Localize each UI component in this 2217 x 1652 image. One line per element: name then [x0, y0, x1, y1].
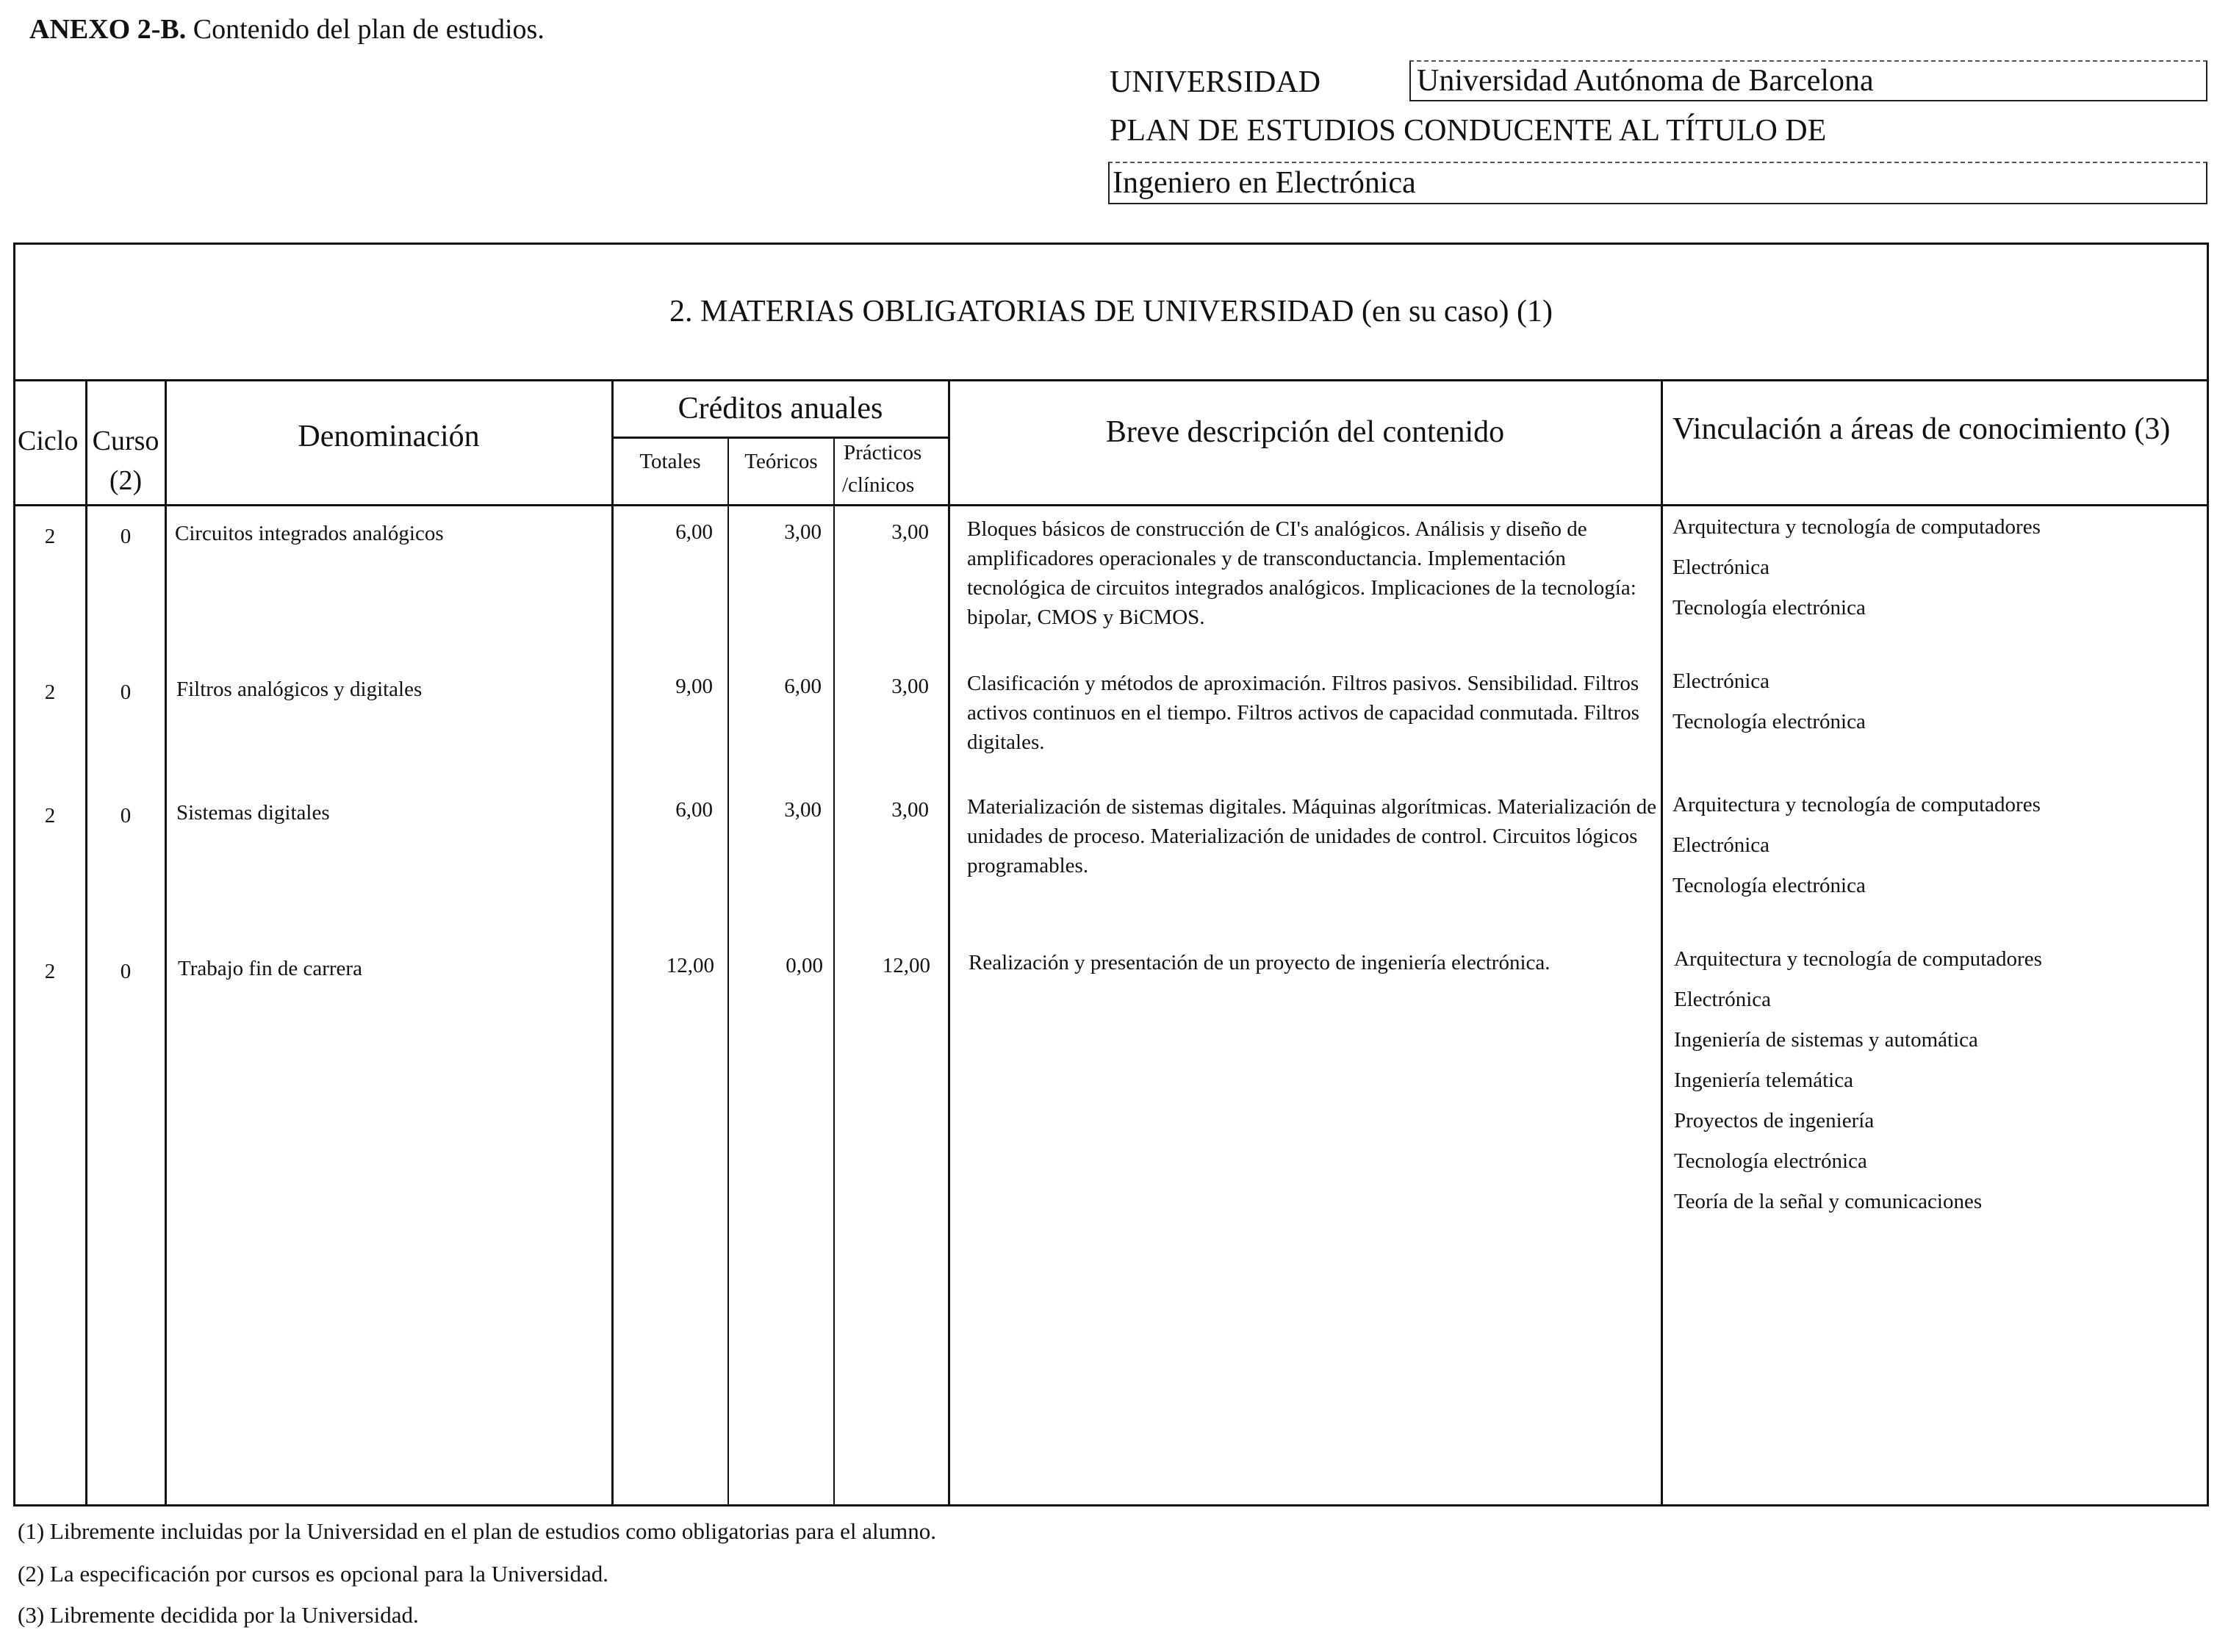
row1-areas — [1672, 507, 2041, 628]
area-item: Tecnología electrónica — [1672, 874, 1866, 897]
area-item: Ingeniería de sistemas y automática — [1674, 1028, 1978, 1052]
row2-practicos: 3,00 — [891, 675, 929, 698]
row3-curso: 0 — [120, 804, 132, 827]
row4-practicos: 12,00 — [882, 954, 930, 977]
area-item: Arquitectura y tecnología de computadores — [1674, 947, 2042, 971]
col-divider — [948, 379, 950, 1506]
annex-number: ANEXO 2-B. — [29, 14, 187, 45]
row1-curso: 0 — [120, 525, 132, 548]
university-field: Universidad Autónoma de Barcelona — [1409, 60, 2207, 101]
row3-practicos: 3,00 — [891, 798, 929, 822]
col-divider — [1661, 379, 1663, 1506]
row4-areas — [1674, 939, 2042, 1222]
row1-totales: 6,00 — [675, 520, 713, 544]
plan-label: PLAN DE ESTUDIOS CONDUCENTE AL TÍTULO DE — [1110, 114, 1827, 148]
col-header-totales: Totales — [639, 450, 701, 473]
row1-denominacion: Circuitos integrados analógicos — [175, 522, 444, 545]
row3-totales: 6,00 — [675, 798, 713, 822]
annex-title: Contenido del plan de estudios. — [193, 14, 545, 45]
row4-curso: 0 — [120, 960, 132, 983]
header-divider — [13, 504, 2209, 506]
area-item: Teoría de la señal y comunicaciones — [1674, 1190, 1983, 1213]
row4-teoricos: 0,00 — [786, 954, 823, 977]
col-header-curso-note: (2) — [109, 465, 143, 496]
area-item: Electrónica — [1672, 833, 1770, 857]
col-divider — [611, 379, 614, 1506]
row2-ciclo: 2 — [44, 680, 56, 704]
university-label: UNIVERSIDAD — [1110, 65, 1321, 99]
row1-teoricos: 3,00 — [784, 520, 822, 544]
area-item: Tecnología electrónica — [1672, 710, 1866, 733]
row4-denominacion: Trabajo fin de carrera — [178, 957, 362, 980]
row2-curso: 0 — [120, 680, 132, 704]
area-item: Arquitectura y tecnología de computadores — [1672, 793, 2041, 816]
row2-areas — [1672, 661, 1866, 742]
footnote-1: (1) Libremente incluidas por la Universidad en el plan de estudios como obligatorias para el alumno. — [18, 1518, 936, 1544]
area-item: Tecnología electrónica — [1674, 1149, 1867, 1173]
row3-areas — [1672, 785, 2041, 906]
row1-ciclo: 2 — [44, 525, 56, 548]
row3-teoricos: 3,00 — [784, 798, 822, 822]
area-item: Proyectos de ingeniería — [1674, 1109, 1875, 1132]
row2-descripcion: Clasificación y métodos de aproximación. Filtros pasivos. Sensibilidad. Filtros activos continuos en el tiempo. Filtros activos de capacidad conmutada. Filtros digitales. — [967, 672, 1639, 754]
col-header-creditos: Créditos anuales — [678, 392, 883, 425]
row2-totales: 9,00 — [675, 675, 713, 698]
area-item: Arquitectura y tecnología de computadores — [1672, 515, 2041, 539]
row4-ciclo: 2 — [44, 960, 56, 983]
credits-subheader-line — [611, 437, 948, 439]
area-item: Electrónica — [1672, 556, 1770, 579]
row2-teoricos: 6,00 — [784, 675, 822, 698]
row3-ciclo: 2 — [44, 804, 56, 827]
area-item: Tecnología electrónica — [1672, 596, 1866, 620]
area-item: Electrónica — [1674, 988, 1772, 1011]
col-divider — [165, 379, 167, 1506]
area-item: Electrónica — [1672, 669, 1770, 693]
degree-title-field: Ingeniero en Electrónica — [1108, 162, 2207, 204]
section-title: 2. MATERIAS OBLIGATORIAS DE UNIVERSIDAD (en su caso) (1) — [669, 295, 1553, 328]
col-header-denominacion: Denominación — [298, 420, 480, 453]
row3-denominacion: Sistemas digitales — [176, 801, 330, 825]
row1-practicos: 3,00 — [891, 520, 929, 544]
col-header-vinculacion: Vinculación a áreas de conocimiento (3) — [1672, 412, 2171, 446]
row4-descripcion: Realización y presentación de un proyecto de ingeniería electrónica. — [969, 951, 1551, 974]
title-divider — [13, 379, 2209, 381]
col-header-curso: Curso — [92, 425, 159, 456]
area-item: Ingeniería telemática — [1674, 1069, 1853, 1092]
row2-denominacion: Filtros analógicos y digitales — [176, 678, 423, 701]
footnote-3: (3) Libremente decidida por la Universidad. — [18, 1602, 419, 1628]
row4-totales: 12,00 — [666, 954, 714, 977]
footnote-2: (2) La especificación por cursos es opcional para la Universidad. — [18, 1561, 608, 1587]
col-header-teoricos: Teóricos — [744, 450, 818, 473]
col-header-descripcion: Breve descripción del contenido — [1105, 415, 1505, 449]
row1-descripcion: Bloques básicos de construcción de CI's analógicos. Análisis y diseño de amplificadores operacionales y de transconductancia. Implementación tecnológica de circuitos integrados analógicos. Implicaciones de la tecnología: bipolar, CMOS y BiCMOS. — [967, 517, 1636, 629]
col-header-practicos: Prácticos — [844, 441, 922, 464]
annex-heading — [29, 13, 545, 46]
col-header-ciclo: Ciclo — [18, 425, 79, 456]
col-header-clinicos: /clínicos — [842, 473, 915, 497]
row3-descripcion: Materialización de sistemas digitales. Máquinas algorítmicas. Materialización de unidades de proceso. Materialización de unidades de control. Circuitos lógicos programables. — [967, 795, 1657, 877]
